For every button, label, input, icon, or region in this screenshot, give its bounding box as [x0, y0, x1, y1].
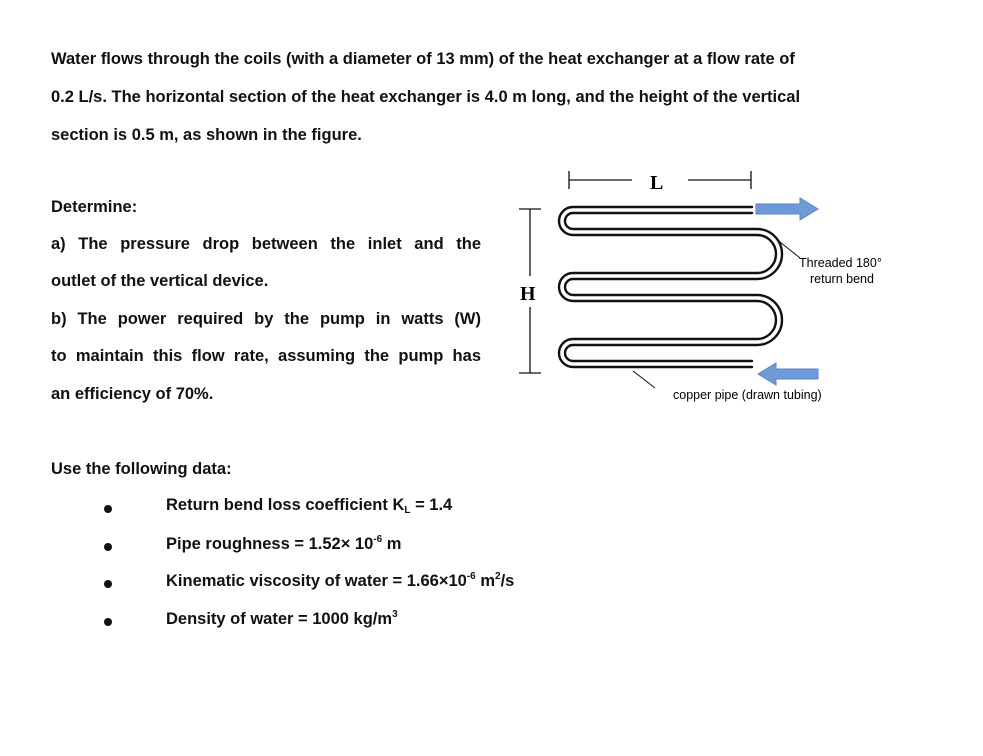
intro-line-1: Water flows through the coils (with a diameter of 13 mm) of the heat exchanger at a flow rate of [51, 50, 795, 68]
data-heading: Use the following data: [51, 460, 232, 478]
inlet-arrow [758, 363, 818, 385]
intro-line-2: 0.2 L/s. The horizontal section of the heat exchanger is 4.0 m long, and the height of the vertical [51, 88, 801, 106]
height-label: H [520, 283, 536, 305]
data-item-roughness: Pipe roughness = $1.52\times 10^{-6}$ m [166, 534, 402, 553]
data-item-viscosity: Kinematic viscosity of water = $1.66\times 10^{-6}$ $m^2/s$ [166, 571, 515, 590]
question-b-line-1: b) The power required by the pump in watts (W) [51, 310, 481, 328]
question-b-line-2: to maintain this flow rate, assuming the pump has [51, 347, 481, 365]
question-b-line-3: an efficiency of 70%. [51, 385, 214, 403]
return-bend-label-1: Threaded 180° [799, 256, 882, 270]
length-label: L [650, 172, 664, 194]
return-bend-label-2: return bend [810, 272, 874, 286]
pipe-leader [633, 371, 655, 388]
data-item-density: Density of water = 1000 $kg/m^3$ [166, 609, 398, 628]
coil-pipe [559, 207, 782, 367]
question-a-line-1: a) The pressure drop between the inlet and the [51, 235, 481, 253]
outlet-arrow [756, 198, 818, 220]
question-a-line-2: outlet of the vertical device. [51, 272, 269, 290]
pipe-label: copper pipe (drawn tubing) [673, 388, 822, 402]
intro-line-3: section is 0.5 m, as shown in the figure. [51, 126, 362, 144]
determine-heading: Determine: [51, 198, 138, 216]
data-item-return-bend: Return bend loss coefficient $K_L = 1.4$ [166, 496, 453, 516]
